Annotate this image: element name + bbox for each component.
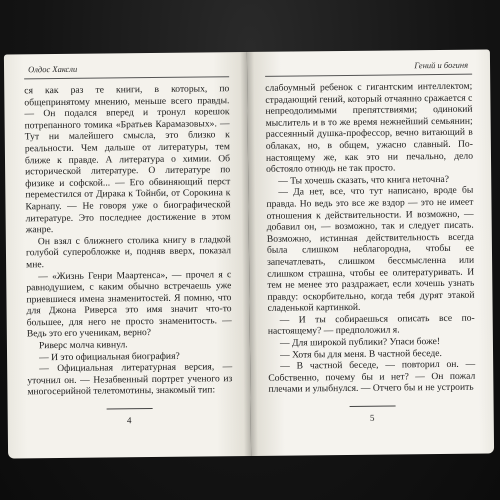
page-number-left: 4 bbox=[126, 415, 132, 426]
left-page bbox=[4, 52, 251, 459]
footer-rule bbox=[106, 408, 152, 409]
paragraph: — В частной беседе, — повторил он. — Собственно, почему бы и нет? — Он пожал плечами и улыбнулся. — Отчего бы и не устроить bbox=[268, 358, 476, 396]
paragraph: — И ты собираешься описать все по-настоящему? — предположил я. bbox=[267, 312, 475, 338]
left-page-body bbox=[24, 83, 232, 398]
right-page bbox=[247, 49, 494, 456]
page-number-right: 5 bbox=[369, 412, 375, 423]
paragraph: — Да нет, все, что тут написано, вроде бы правда. Но ведь это все же вздор — это не имеет отношения к действительности. И возможно, — добавил он, — возможно, так и следует писать. Возможно, истинная действительность всегда была слишком неблагородна, чтобы ее запечатлевать, слишком бессмысленна или слишком страшна, чтобы ее олитературивать. И тем не менее это раздражает, если хочешь узнать правду: оскорбительно, когда тебя дурят этакой сладенькой картинкой. bbox=[266, 184, 475, 315]
right-page-footer bbox=[251, 404, 494, 424]
right-page-body bbox=[265, 81, 475, 396]
open-book bbox=[4, 49, 494, 458]
left-page-header: Олдос Хаксли bbox=[24, 62, 229, 79]
paragraph: Он взял с ближнего столика книгу в гладкой голубой суперобложке и, подняв вверх, показал мне. bbox=[25, 233, 232, 271]
paragraph: Риверс молча кивнул. bbox=[38, 339, 128, 352]
footer-rule bbox=[349, 405, 395, 406]
paragraph: — Для широкой публики? Упаси боже! bbox=[279, 336, 441, 349]
right-page-header: Гений и богиня bbox=[265, 60, 472, 77]
paragraph: — И это официальная биография? bbox=[39, 350, 180, 363]
paragraph: — Ты хочешь сказать, что книга неточна? bbox=[278, 173, 450, 187]
paragraph: — Официальная литературная версия, — уточнил он. — Незабвенный портрет ученого из многосерийной телетомотины, знакомый тип: bbox=[27, 361, 233, 398]
paragraph: слабоумный ребенок с гигантским интеллектом; страдающий гений, который отчаянно сражается с непреодолимыми препятствиями; одинокий мыслитель и в то же время нежнейший семьянин; рассеянный душка-профессор, вечно витающий в облаках, но, в общем, ужасно славный. По-настоящему же, как это ни печально, дело обстояло отнюдь не так просто. bbox=[265, 80, 474, 175]
paragraph: ся как раз те книги, в которых, по общепринятому мнению, меньше всего правды. — Он подался вперед и тронул корешок потрепанного томика «Братьев Карамазовых». — Тут ни малейшего смысла, это близко к реальности. Чем дальше от литературы, тем ближе к правде. А литература о химии. Об исторической литературе. О литературе по физике и софской... — Его обвиняющий перст переместился от Дирака к Тойнби, от Сорокина к Карнапу. — Не говоря уже о биографической литературе. Это последнее достижение в этом жанре. bbox=[24, 83, 231, 236]
paragraph: — Хотя бы для меня. В частной беседе. bbox=[280, 347, 442, 361]
left-page-footer bbox=[8, 407, 251, 427]
paragraph: — «Жизнь Генри Маартенса», — прочел я с равнодушием, с каким обычно встречаешь уже приевшиеся имена знаменитостей. Я помню, что для Джона Риверса это имя значит что-то большее, для него не просто знаменитость. — Ведь это его ученикам, верно? bbox=[26, 268, 232, 340]
